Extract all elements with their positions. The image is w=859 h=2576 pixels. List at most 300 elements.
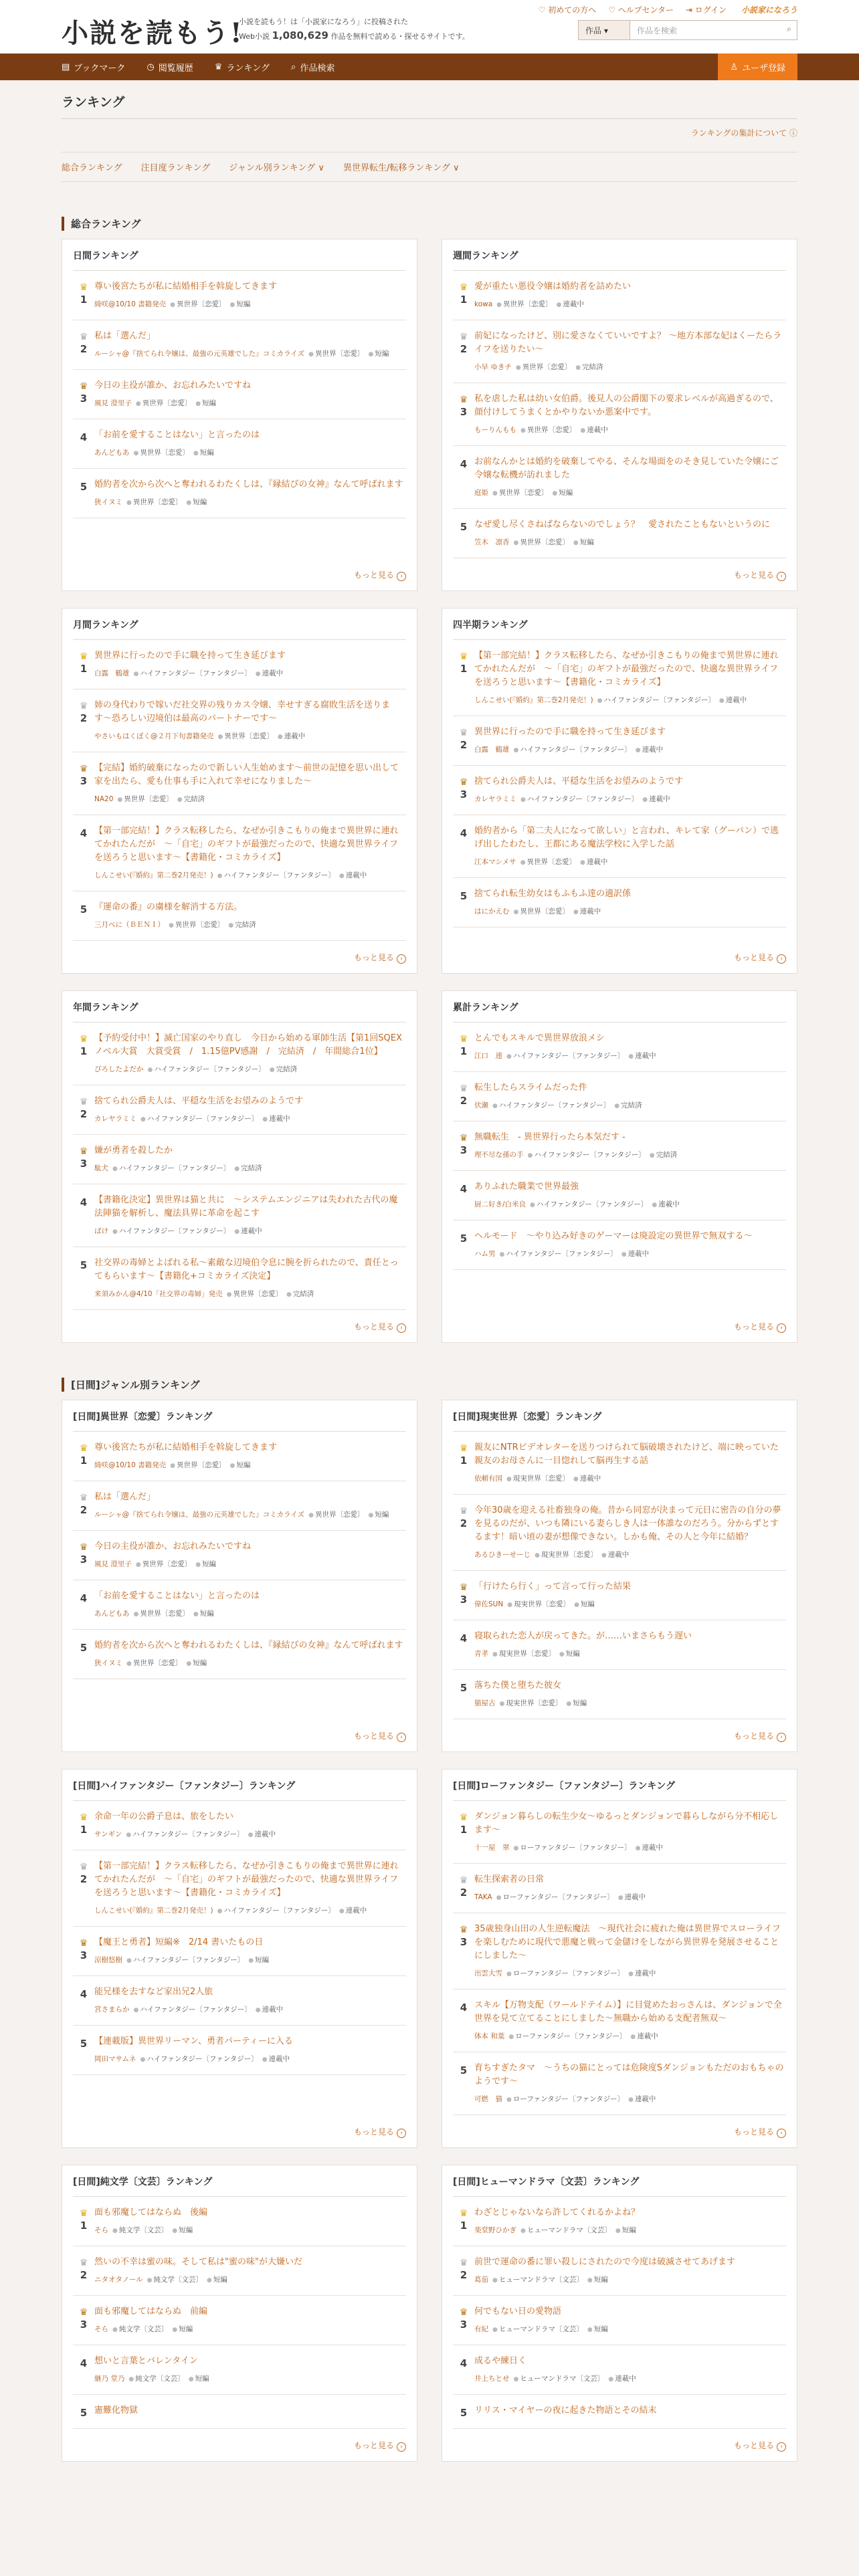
novel-meta — [474, 425, 786, 436]
author-link[interactable]: NA20 — [94, 795, 114, 803]
novel-tag: ● 連載中 — [719, 695, 747, 706]
novel-title-link[interactable]: 無職転生 - 異世界行ったら本気だす - — [474, 1132, 626, 1142]
crown-icon: ♛ — [459, 332, 468, 342]
author-link[interactable]: そら — [94, 2226, 108, 2234]
rank-number: 1 — [460, 1455, 468, 1467]
author-link[interactable]: 白露 鶴雄 — [474, 746, 510, 754]
novel-tag: ● 短編 — [172, 2225, 193, 2236]
novel-meta — [94, 870, 406, 881]
rank-badge — [73, 1590, 94, 1620]
rank-badge — [453, 2256, 474, 2286]
novel-title-link[interactable]: 【連載版】異世界リーマン、勇者パーティーに入る — [94, 2036, 293, 2046]
site-logo[interactable]: 小説を読もう! — [62, 17, 244, 49]
ranking-item — [73, 2026, 406, 2075]
author-link[interactable]: kowa — [474, 300, 493, 308]
rank-number: 2 — [460, 343, 468, 355]
author-link[interactable]: ルーシャ@『捨てられ令嬢は、最強の元英雄でした』コミカライズ — [94, 1511, 305, 1519]
tab-genre[interactable]: ジャンル別ランキング ∨ — [229, 163, 324, 173]
novel-title-link[interactable]: 何でもない日の愛物語 — [474, 2306, 562, 2317]
author-link[interactable]: 庭姫 — [474, 489, 488, 497]
author-link[interactable]: 三月べに（ＢＥＮＩ） — [94, 921, 165, 929]
novel-tag: ● 純文学〔文芸〕 — [112, 2324, 168, 2335]
rank-number: 4 — [460, 2002, 468, 2014]
ranking-card — [442, 1400, 797, 1752]
author-link[interactable]: ぴろしたよだか — [94, 1065, 144, 1073]
novel-tag: ● 完結済 — [614, 1100, 642, 1111]
author-link[interactable]: 井上ちとせ — [474, 2375, 510, 2383]
novel-title-link[interactable]: とんでもスキルで異世界放浪メシ — [474, 1033, 605, 1043]
novel-title-link[interactable]: 憲難化物獄 — [94, 2405, 138, 2416]
novel-title-link[interactable]: 【完結】婚約破棄になったので新しい人生始めます〜前世の記憶を思い出して家を出たら、愛も仕事も手に入れて幸せになりました〜 — [94, 763, 399, 786]
ranking-card — [442, 239, 797, 591]
author-link[interactable]: そら — [94, 2325, 108, 2333]
rank-badge — [73, 1860, 94, 1917]
novel-title-link[interactable]: 【第一部完結！】クラス転移したら、なぜか引きこもりの俺まで異世界に連れてかれたんだが 〜「自宅」のギフトが最強だったので、快適な異世界ライフを送ろうと思います〜【書籍化・コミカライズ】 — [474, 651, 779, 687]
ranking-item-body — [94, 330, 406, 360]
crown-icon: ♛ — [79, 1034, 88, 1045]
novel-title-link[interactable]: わざとじゃないなら許してくれるかよね？ — [474, 2208, 640, 2218]
novel-tag: ● 完結済 — [177, 794, 205, 805]
crown-icon: ♛ — [79, 332, 88, 342]
see-more-link[interactable] — [354, 1719, 406, 1751]
novel-title-link[interactable]: 35歳独身山田の人生逆転魔法 〜現代社会に疲れた俺は異世界でスローライフを楽しむために現代で悪魔と戦って金儲けをしながら異世界を発展させることにしました〜 — [474, 1924, 781, 1961]
author-link[interactable]: 偉佐SUN — [474, 1600, 504, 1608]
author-link[interactable]: 狭イヌミ — [94, 1659, 122, 1667]
ranking-tabs — [62, 152, 797, 182]
novel-title-link[interactable]: ヘルモード 〜やり込み好きのゲーマーは廃設定の異世界で無双する〜 — [474, 1231, 753, 1241]
novel-tag: ● 異世界〔恋愛〕 — [492, 488, 548, 499]
rank-badge — [453, 887, 474, 918]
rank-badge — [73, 330, 94, 360]
author-link[interactable]: あんどもあ — [94, 1610, 130, 1618]
beginner-link-label: 初めての方へ — [548, 5, 597, 15]
rank-number: 4 — [80, 1988, 88, 2000]
ranking-item — [73, 1432, 406, 1481]
author-link[interactable]: 有紀 — [474, 2325, 488, 2333]
ranking-card — [442, 608, 797, 974]
novel-meta — [94, 497, 406, 508]
author-link[interactable]: はにかえむ — [474, 907, 510, 916]
novel-title-link[interactable]: 捨てられ公爵夫人は、平穏な生活をお望みのようです — [474, 776, 684, 786]
novel-title-link[interactable]: 捨てられ転生幼女はもふもふ達の適訳係 — [474, 889, 632, 899]
nav-history-label: 閲覧履歴 — [158, 63, 193, 74]
novel-title-link[interactable]: 【魔王と勇者】短編※ 2/14 書いたもの日 — [94, 1937, 264, 1947]
author-link[interactable]: TAKA — [474, 1893, 492, 1901]
see-more-link[interactable] — [354, 1310, 406, 1342]
ranking-item-body — [94, 2355, 406, 2385]
ranking-item — [453, 2197, 786, 2246]
novel-meta — [94, 1509, 406, 1521]
novel-tag: ● 短編 — [587, 2274, 608, 2286]
rank-badge — [73, 2206, 94, 2236]
login-link[interactable]: ⇥ ログイン — [685, 5, 727, 15]
aggregation-info-label: ランキングの集計について — [690, 128, 787, 138]
novel-title-link[interactable]: 異世界に行ったので手に職を持って生き延びます — [94, 651, 286, 661]
novel-tag: ● ハイファンタジー〔ファンタジー〕 — [506, 1051, 624, 1062]
nav-search[interactable] — [291, 61, 335, 74]
rank-number: 5 — [460, 521, 468, 533]
novel-tag: ● 短編 — [186, 1658, 207, 1669]
rank-number: 1 — [80, 2220, 88, 2232]
novel-meta — [474, 857, 786, 868]
crown-icon: ♛ — [459, 728, 468, 738]
novel-tag: ● ハイファンタジー〔ファンタジー〕 — [134, 668, 252, 679]
novel-title-link[interactable]: 嫌が勇者を殺したか — [94, 1146, 173, 1156]
novel-tag: ● 完結済 — [228, 920, 256, 931]
author-link[interactable]: 来須みかん@4/10「社交界の毒婦」発売 — [94, 1290, 223, 1298]
novel-title-link[interactable]: スキル【万物支配（ワールドテイム）】に目覚めたおっさんは、ダンジョンで全世界を見て立てることにしました〜無職から始める支配者無双〜 — [474, 2000, 782, 2024]
novel-title-link[interactable]: お前なんかとは婚約を破棄してやる、そんな場面をのそき見していた令嬢にご令嬢な転機が訪れました — [474, 457, 779, 480]
author-link[interactable]: ニタオタノール — [94, 2276, 143, 2284]
author-link[interactable]: 体本 和葉 — [474, 2032, 505, 2040]
ranking-item-body — [474, 1032, 786, 1062]
rank-badge — [453, 1441, 474, 1485]
ranking-item — [453, 716, 786, 766]
novel-title-link[interactable]: 「お前を愛することはない」と言ったのは — [94, 430, 260, 440]
author-link[interactable]: 理不尽な孫の手 — [474, 1151, 524, 1159]
author-link[interactable]: 江本マシメサ — [474, 858, 516, 866]
novel-title-link[interactable]: 余命一年の公爵子息は、旅をしたい — [94, 1812, 234, 1822]
author-link[interactable]: 楽堂野ひかぎ — [474, 2226, 516, 2234]
novel-title-link[interactable]: 今日の主役が誰か、お忘れみたいですね — [94, 1541, 252, 1551]
rank-number: 1 — [460, 1824, 468, 1836]
novel-meta — [474, 362, 786, 373]
crown-icon: ♛ — [79, 1542, 88, 1553]
novel-title-link[interactable]: 尊い後宮たちが私に結婚相手を斡旋してきます — [94, 282, 278, 292]
ranking-item-body — [94, 1936, 406, 1966]
novel-tag: ● 異世界〔恋愛〕 — [514, 906, 569, 918]
novel-tag: ● 連載中 — [256, 668, 283, 679]
ranking-item — [453, 1801, 786, 1864]
novel-title-link[interactable]: 「お前を愛することはない」と言ったのは — [94, 1591, 260, 1601]
chevron-right-icon: › — [397, 954, 406, 964]
novel-title-link[interactable]: 『運命の番』の虜様を解消する方法。 — [94, 902, 243, 912]
crown-icon: ♛ — [459, 1443, 468, 1454]
novel-title-link[interactable]: 婚約者から「第二夫人になって欲しい」と言われ、キレて家（グーパン）で逃げ出したわたし、王都にある魔法学校に入学した話 — [474, 826, 779, 849]
ranking-item-body — [474, 1923, 786, 1979]
see-more-link[interactable] — [354, 558, 406, 591]
ranking-row — [62, 990, 797, 1343]
novel-title-link[interactable]: ダンジョン暮らしの転生少女〜ゆるっとダンジョンで暮らしながら分不相応します〜 — [474, 1812, 779, 1835]
author-link[interactable]: 白露 鶴雄 — [94, 669, 130, 677]
author-link[interactable]: 狭イヌミ — [94, 498, 122, 506]
rank-number: 3 — [80, 393, 88, 405]
rank-badge — [73, 825, 94, 881]
novel-title-link[interactable]: 私を虐した私は幼い女伯爵。後見人の公爵閣下の要求レベルが高過ぎるので、顔付けしてうまくとかやりないか悪案中です。 — [474, 394, 779, 417]
crown-icon: ♛ — [79, 1097, 88, 1107]
novel-title-link[interactable]: 【第一部完結！】クラス転移したら、なぜか引きこもりの俺まで異世界に連れてかれたんだが 〜「自宅」のギフトが最強だったので、快適な異世界ライフを送ろうと思います〜【書籍化・コミカライズ】 — [94, 826, 399, 863]
novel-meta — [94, 2373, 406, 2385]
novel-tag: ● ヒューマンドラマ〔文芸〕 — [492, 2274, 583, 2286]
see-more-link[interactable] — [734, 558, 786, 591]
novel-title-link[interactable]: 面も邪魔してはならぬ 前編 — [94, 2306, 208, 2317]
author-link[interactable]: しんこせい(『婚約』第二巻2月発売！) — [474, 696, 593, 704]
author-link[interactable]: もーりんもも — [474, 426, 516, 434]
novel-tag: ● 連載中 — [608, 2373, 636, 2385]
novel-title-link[interactable]: 社交界の毒婦とよばれる私〜素敵な辺境伯令息に腕を折られたので、責任とってもらいます〜【書籍化+コミカライズ決定】 — [94, 1258, 399, 1281]
crown-icon: ♛ — [79, 2258, 88, 2268]
author-link[interactable]: 可燃 猫 — [474, 2095, 502, 2103]
rank-badge — [73, 901, 94, 931]
novel-tag: ● 短編 — [207, 2274, 227, 2286]
novel-tag: ● 現実世界〔恋愛〕 — [507, 1599, 570, 1610]
novel-title-link[interactable]: リリス・マイヤーの夜に起きた物語とその結末 — [474, 2405, 657, 2416]
search-type-select[interactable]: 作品 ▾ — [578, 20, 630, 40]
novel-title-link[interactable]: 成るや練日く — [474, 2356, 527, 2366]
rank-badge — [73, 649, 94, 679]
crown-icon: ♛ — [459, 1034, 468, 1045]
novel-title-link[interactable]: 想いと言葉とバレンタイン — [94, 2356, 198, 2366]
rank-badge — [453, 1180, 474, 1210]
novel-tag: ● 連載中 — [622, 1249, 649, 1260]
author-link[interactable]: あるひきーせーじ — [474, 1551, 531, 1559]
author-link[interactable]: やさいもはくぼく@２月下旬書籍発売 — [94, 732, 214, 740]
ranking-item-body — [94, 762, 406, 805]
ranking-item-body — [474, 518, 786, 548]
novel-title-link[interactable]: 【書籍化決定】異世界は猫と共に 〜システムエンジニアは失われた古代の魔法陣猫を解析し、魔法具界に革命を起こす — [94, 1195, 398, 1218]
author-link[interactable]: 厨二好き/白米良 — [474, 1200, 527, 1208]
ranking-item-body — [94, 1032, 406, 1075]
novel-tag: ● 連載中 — [557, 299, 584, 310]
novel-tag: ● 連載中 — [628, 1051, 656, 1062]
author-link[interactable]: 十一屋 翠 — [474, 1844, 510, 1852]
register-button[interactable] — [718, 53, 797, 80]
see-more-link[interactable] — [734, 941, 786, 973]
novel-tag: ● 短編 — [587, 2324, 608, 2335]
novel-tag: ● 異世界〔恋愛〕 — [136, 398, 191, 409]
novel-tag: ● ハイファンタジー〔ファンタジー〕 — [126, 1955, 244, 1966]
ranking-item-body — [94, 825, 406, 881]
novel-tag: ● 完結済 — [234, 1163, 262, 1174]
author-link[interactable]: 涼樹悠樹 — [94, 1956, 122, 1964]
ranking-item — [73, 469, 406, 518]
rank-number: 4 — [80, 1592, 88, 1604]
ranking-item — [73, 1801, 406, 1850]
author-link[interactable]: 駄犬 — [94, 1164, 108, 1172]
ranking-card-title: [日間]ヒューマンドラマ〔文芸〕ランキング — [453, 2165, 786, 2197]
ranking-item-body — [474, 649, 786, 706]
novel-title-link[interactable]: 婚約者を次から次へと奪われるわたくしは、『縁結びの女神』なんて呼ばれます — [94, 479, 403, 490]
author-link[interactable]: 綺咲@10/10 書籍発売 — [94, 300, 167, 308]
see-more-label: もっと見る — [353, 2441, 394, 2450]
novel-tag: ● ローファンタジー〔ファンタジー〕 — [506, 2094, 624, 2105]
see-more-label: もっと見る — [353, 570, 394, 580]
narou-brand-link[interactable]: 小説家になろう — [741, 5, 797, 15]
rank-number: 5 — [80, 1642, 88, 1654]
see-more-link[interactable] — [734, 2115, 786, 2147]
aggregation-info-link[interactable]: ランキングの集計について ⓘ — [690, 128, 797, 138]
ranking-item — [453, 383, 786, 446]
author-link[interactable]: 笠木 凛香 — [474, 538, 510, 546]
novel-meta — [94, 1658, 406, 1669]
novel-title-link[interactable]: 今年30歳を迎える社畜独身の俺。昔から同窓が決まって元日に密告の自分の夢を見るのだが、いつも隣にいる妻らしき人は一体誰なのだろう。分からずとするます！暗い頃の妻が想像できない。しかも俺、その人と今年に結婚？ — [474, 1505, 781, 1542]
novel-title-link[interactable]: 姉の身代わりで嫁いだ社交界の残りカス令嬢、幸せすぎる腐敗生活を送ります〜恐ろしい辺境伯は最高のパートナーです〜 — [94, 700, 391, 724]
help-link[interactable]: ♡ ヘルプセンター — [608, 5, 674, 15]
tab-overall[interactable]: 総合ランキング — [62, 163, 122, 173]
novel-tag: ● 連載中 — [262, 2054, 290, 2065]
novel-title-link[interactable]: 寝取られた恋人が戻ってきた。が……いまさらもう遅い — [474, 1631, 692, 1641]
author-link[interactable]: 綺咲@10/10 書籍発売 — [94, 1461, 167, 1469]
beginner-link[interactable]: ♡ 初めての方へ — [538, 5, 597, 15]
ranking-card — [62, 608, 417, 974]
author-link[interactable]: 伏瀬 — [474, 1101, 488, 1109]
ranking-item-body — [94, 649, 406, 679]
ranking-card — [62, 1400, 417, 1752]
see-more-link[interactable] — [734, 2429, 786, 2461]
ranking-item — [73, 370, 406, 419]
ranking-item — [73, 1085, 406, 1135]
novel-tag: ● 短編 — [369, 1509, 389, 1521]
tab-isekai[interactable]: 異世界転生/転移ランキング ∨ — [343, 163, 460, 173]
nav-ranking[interactable] — [215, 61, 270, 74]
see-more-link[interactable] — [354, 941, 406, 973]
novel-meta — [94, 1559, 406, 1570]
rank-badge — [73, 1540, 94, 1570]
rank-badge — [73, 1936, 94, 1966]
novel-title-link[interactable]: 婚約者を次から次へと奪われるわたくしは、『縁結びの女神』なんて呼ばれます — [94, 1640, 403, 1650]
ranking-item-body — [474, 330, 786, 373]
novel-tag: ● ハイファンタジー〔ファンタジー〕 — [217, 1905, 335, 1917]
nav-bookmark[interactable] — [62, 61, 125, 74]
nav-history[interactable] — [147, 61, 193, 74]
novel-title-link[interactable]: 面も邪魔してはならぬ 後編 — [94, 2208, 208, 2218]
ranking-item-body — [474, 1504, 786, 1561]
novel-tag: ● ハイファンタジー〔ファンタジー〕 — [140, 2054, 258, 2065]
ranking-card-title: 四半期ランキング — [453, 609, 786, 640]
novel-title-link[interactable]: なぜ愛し尽くさねばならないのでしょう？ 愛されたこともないというのに — [474, 520, 771, 530]
novel-title-link[interactable]: 転生探索者の日常 — [474, 1874, 545, 1885]
ranking-card — [62, 990, 417, 1343]
ranking-item-body — [94, 1095, 406, 1125]
author-link[interactable]: 宮さまらか — [94, 2006, 130, 2014]
rank-badge — [453, 518, 474, 548]
rank-number: 1 — [80, 1824, 88, 1836]
crown-icon: ♛ — [459, 2258, 468, 2268]
novel-title-link[interactable]: 異世界に行ったので手に職を持って生き延びます — [474, 727, 666, 737]
author-link[interactable]: 青孝 — [474, 1650, 488, 1658]
author-link[interactable]: サンギン — [94, 1830, 122, 1838]
author-link[interactable]: ルーシャ@『捨てられ令嬢は、最強の元英雄でした』コミカライズ — [94, 350, 305, 358]
nav-search-label: 作品検索 — [300, 63, 335, 74]
novel-title-link[interactable]: 親友にNTRビデオレターを送りつけられて脳破壊されたけど、端に映っていた親友のお母さんに一目惚れして脳再生する話 — [474, 1442, 779, 1466]
novel-title-link[interactable]: 転生したらスライムだった件 — [474, 1083, 587, 1093]
novel-title-link[interactable]: 愛が重たい悪役令嬢は婚約者を詰めたい — [474, 282, 632, 292]
crown-icon: ♛ — [79, 651, 88, 662]
author-link[interactable]: あんどもあ — [94, 449, 130, 457]
see-more-link[interactable] — [734, 1310, 786, 1342]
author-link[interactable]: 出雲大雪 — [474, 1969, 502, 1977]
search-icon[interactable]: ⌕ — [787, 24, 791, 33]
see-more-link[interactable] — [734, 1719, 786, 1751]
crown-icon: ♛ — [79, 2208, 88, 2219]
see-more-label: もっと見る — [733, 953, 774, 962]
novel-title-link[interactable]: 私は「選んだ」 — [94, 1492, 156, 1502]
ranking-card — [442, 1769, 797, 2148]
rank-number: 3 — [460, 1594, 468, 1606]
novel-title-link[interactable]: 【予約受付中！】滅亡国家のやり直し 今日から始める軍師生活【第1回SQEXノベル大賞 大賞受賞 / 1.15億PV感謝 / 完結済 / 年間総合1位】 — [94, 1033, 402, 1057]
search-icon: ⌕ — [291, 62, 296, 72]
novel-tag: ● 異世界〔恋愛〕 — [169, 920, 224, 931]
rank-number: 5 — [460, 1682, 468, 1694]
ranking-item — [453, 320, 786, 383]
novel-title-link[interactable]: 能兄様を去すなど家出兄2人旅 — [94, 1987, 213, 1997]
see-more-label: もっと見る — [353, 1731, 394, 1741]
ranking-item — [453, 446, 786, 509]
crown-icon: ♛ — [214, 62, 223, 72]
novel-meta — [94, 348, 406, 360]
novel-meta — [94, 2054, 406, 2065]
see-more-link[interactable] — [354, 2115, 406, 2147]
tab-attention[interactable]: 注目度ランキング — [140, 163, 211, 173]
author-link[interactable]: 小早 ゆきチ — [474, 363, 512, 371]
see-more-link[interactable] — [354, 2429, 406, 2461]
author-link[interactable]: カレヤラミミ — [94, 1115, 136, 1123]
novel-title-link[interactable]: 然いの不幸は蜜の味。そして私は"蜜の味"が大嫌いだ — [94, 2257, 302, 2267]
ranking-item-body — [94, 1194, 406, 1237]
search-input[interactable] — [630, 20, 797, 40]
author-link[interactable]: カレヤラミミ — [474, 795, 516, 803]
login-link-label: ログイン — [694, 5, 727, 15]
novel-tag: ● ヒューマンドラマ〔文芸〕 — [514, 2373, 605, 2385]
novel-tag: ● 短編 — [195, 1559, 216, 1570]
author-link[interactable]: 風見 澄里子 — [94, 1560, 132, 1568]
crown-icon: ♛ — [79, 282, 88, 293]
author-link[interactable]: ぱけ — [94, 1227, 108, 1235]
novel-meta — [474, 1199, 786, 1210]
author-link[interactable]: しんこせい(『婚約』第二巻2月発売！) — [94, 871, 213, 879]
novel-title-link[interactable]: 落ちた僕と堕ちた彼女 — [474, 1681, 562, 1691]
ranking-item-body — [474, 2355, 786, 2385]
novel-title-link[interactable]: 育ちすぎたタマ 〜うちの猫にとっては危険度Sダンジョンもただのおもちゃのようです〜 — [474, 2063, 784, 2086]
ranking-item-body — [474, 1131, 786, 1161]
rank-badge — [73, 1032, 94, 1075]
novel-meta — [94, 2004, 406, 2016]
novel-title-link[interactable]: 前妃になったけど、別に愛さなくていいですよ？ 〜地方本部な妃はくーたらライフを送りたい〜 — [474, 331, 782, 354]
novel-title-link[interactable]: 【第一部完結！】クラス転移したら、なぜか引きこもりの俺まで異世界に連れてかれたんだが 〜「自宅」のギフトが最強だったので、快適な異世界ライフを送ろうと思います〜【書籍化・コミカライズ】 — [94, 1861, 399, 1898]
author-link[interactable]: 葛茄 — [474, 2276, 488, 2284]
novel-title-link[interactable]: 今日の主役が誰か、お忘れみたいですね — [94, 381, 252, 391]
novel-title-link[interactable]: 捨てられ公爵夫人は、平穏な生活をお望みのようです — [94, 1096, 304, 1106]
novel-tag: ● 異世界〔恋愛〕 — [134, 447, 189, 459]
author-link[interactable]: しんこせい(『婚約』第二巻2月発売！) — [94, 1907, 213, 1915]
author-link[interactable]: 風見 澄里子 — [94, 399, 132, 407]
ranking-item-body — [474, 2062, 786, 2105]
ranking-item — [453, 1121, 786, 1171]
section-title: 総合ランキング — [62, 217, 797, 231]
rank-badge — [453, 1081, 474, 1111]
novel-tag: ● 短編 — [574, 1599, 595, 1610]
author-link[interactable]: 岡田マサムネ — [94, 2055, 136, 2063]
crown-icon: ♛ — [459, 395, 468, 405]
novel-title-link[interactable]: 前世で運命の番に罪い殺しにされたので今度は破滅させてあげます — [474, 2257, 736, 2267]
novel-tag: ● 連載中 — [580, 857, 607, 868]
novel-title-link[interactable]: 私は「選んだ」 — [94, 331, 156, 341]
author-link[interactable]: 猫屋古 — [474, 1699, 496, 1707]
author-link[interactable]: 継乃 堂乃 — [94, 2375, 125, 2383]
author-link[interactable]: 依頼有国 — [474, 1475, 502, 1483]
author-link[interactable]: ハム男 — [474, 1250, 496, 1258]
novel-meta — [94, 1829, 406, 1840]
rank-number: 2 — [80, 343, 88, 355]
novel-meta — [94, 1064, 406, 1075]
novel-title-link[interactable]: ありふれた職業で世界最強 — [474, 1182, 579, 1192]
author-link[interactable]: 江口 連 — [474, 1052, 502, 1060]
ranking-item — [73, 1023, 406, 1085]
novel-title-link[interactable]: 尊い後宮たちが私に結婚相手を斡旋してきます — [94, 1442, 278, 1453]
ranking-item — [453, 2395, 786, 2429]
novel-meta — [94, 1955, 406, 1966]
novel-title-link[interactable]: 「行けたら行く」って言って行った結果 — [474, 1582, 632, 1592]
